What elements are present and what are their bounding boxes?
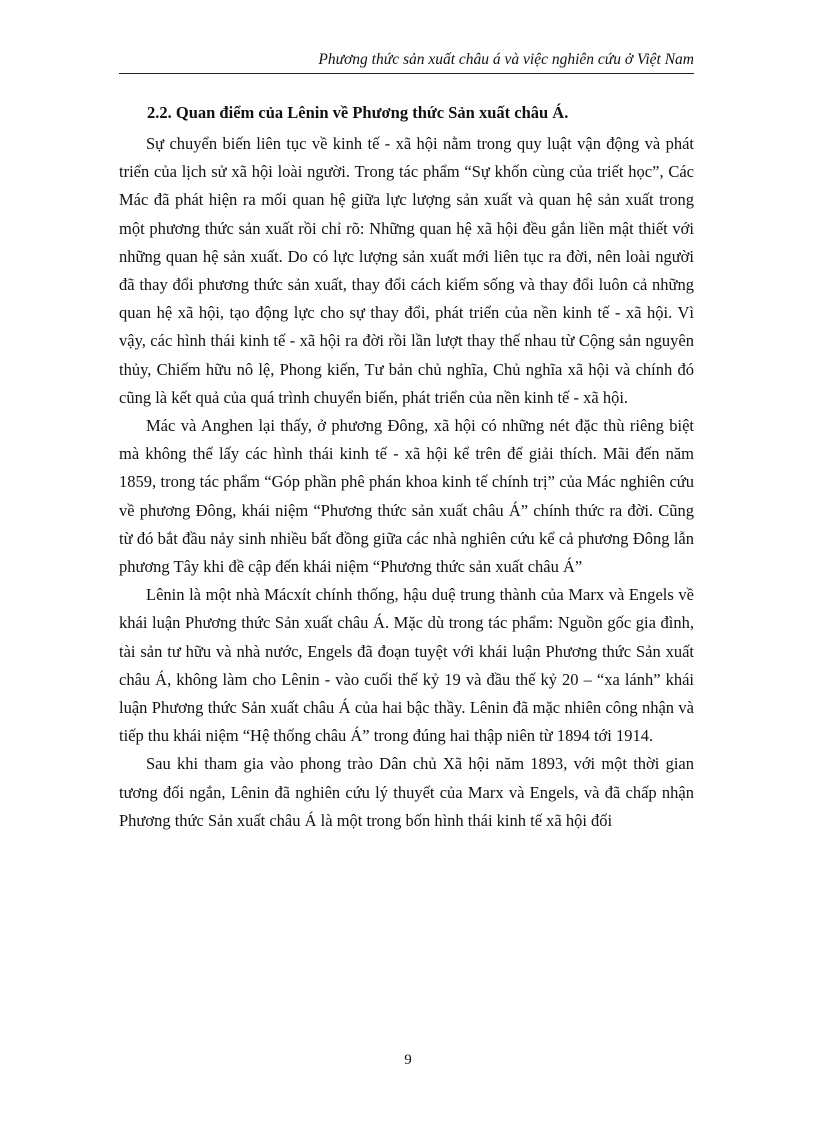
paragraph-1: Sự chuyển biến liên tục về kinh tế - xã hội nằm trong quy luật vận động và phát triển của lịch sử xã hội loài người. Trong tác phẩm “Sự khốn cùng của triết học”, Các Mác đã phát hiện ra mối quan hệ giữa lực lượng sản xuất và quan hệ sản xuất trong một phương thức sản xuất rồi chỉ rõ: Những quan hệ xã hội đều gắn liền mật thiết với những quan hệ sản xuất. Do có lực lượng sản xuất mới liên tục ra đời, nên loài người đã thay đổi phương thức sản xuất, thay đổi cách kiếm sống và thay đổi luôn cả những quan hệ xã hội, tạo động lực cho sự thay đổi, phát triển của nền kinh tế - xã hội. Vì vậy, các hình thái kinh tế - xã hội ra đời rồi lần lượt thay thế nhau từ Cộng sản nguyên thủy, Chiếm hữu nô lệ, Phong kiến, Tư bản chủ nghĩa, Chủ nghĩa xã hội và chính đó cũng là kết quả của quá trình chuyển biến, phát triển của nền kinh tế - xã hội.: [119, 134, 694, 407]
paragraph-2: Mác và Anghen lại thấy, ở phương Đông, xã hội có những nét đặc thù riêng biệt mà không thể lấy các hình thái kinh tế - xã hội kể trên để giải thích. Mãi đến năm 1859, trong tác phẩm “Góp phần phê phán khoa kinh tế chính trị” của Mác nghiên cứu về phương Đông, khái niệm “Phương thức sản xuất châu Á” chính thức ra đời. Cũng từ đó bắt đầu nảy sinh nhiều bất đồng giữa các nhà nghiên cứu kể cả phương Đông lẫn phương Tây khi đề cập đến khái niệm “Phương thức sản xuất châu Á”: [119, 416, 694, 577]
paragraph-3: Lênin là một nhà Mácxít chính thống, hậu duệ trung thành của Marx và Engels về khái luận Phương thức Sản xuất châu Á. Mặc dù trong tác phẩm: Nguồn gốc gia đình, tài sản tư hữu và nhà nước, Engels đã đoạn tuyệt với khái luận Phương thức Sản xuất châu Á, không làm cho Lênin - vào cuối thế kỷ 19 và đầu thế kỷ 20 – “xa lánh” khái luận Phương thức Sản xuất châu Á của hai bậc thầy. Lênin đã mặc nhiên công nhận và tiếp thu khái niệm “Hệ thống châu Á” trong đúng hai thập niên từ 1894 tới 1914.: [119, 585, 694, 746]
body-text: [119, 130, 694, 835]
page-number: 9: [404, 1052, 412, 1068]
paragraph-4: Sau khi tham gia vào phong trào Dân chủ Xã hội năm 1893, với một thời gian tương đối ngắn, Lênin đã nghiên cứu lý thuyết của Marx và Engels, và đã chấp nhận Phương thức Sản xuất châu Á là một trong bốn hình thái kinh tế xã hội đối: [119, 754, 694, 830]
running-header-title: Phương thức sản xuất châu á và việc nghiên cứu ở Việt Nam: [318, 51, 694, 68]
running-header: [119, 47, 694, 74]
section-heading: 2.2. Quan điểm của Lênin về Phương thức Sản xuất châu Á.: [147, 103, 569, 122]
